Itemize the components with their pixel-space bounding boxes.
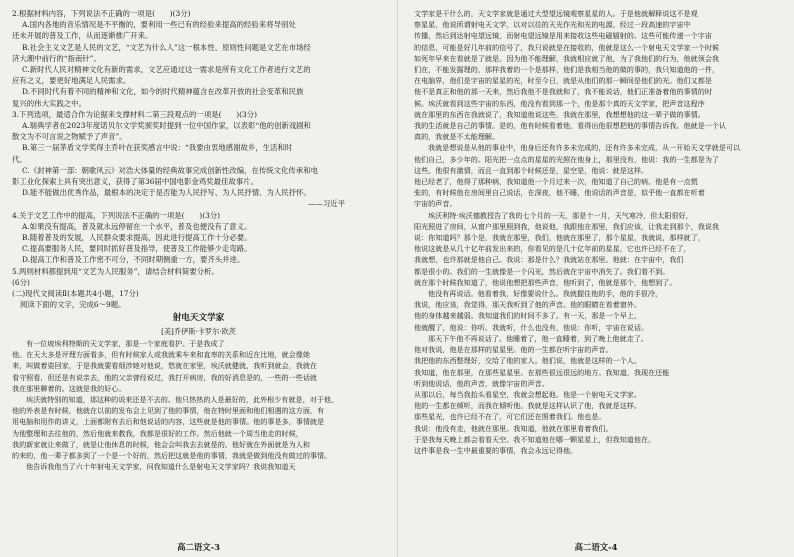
story-line: 文学家是干什么的，天文学家就是通过大型望远镜观察星星的人。于是他就解释说这不是观 [414,9,698,18]
story-line: 他已经老了，他得了那种病，我知道他一个月过来一次，他知道了自己的病。他是有一点慌 [414,177,698,187]
story-line: 真的，我就是不太能理解。 [414,132,500,142]
story-line: 那些星光，也许已经不在了，可它们还在照着我们。他也是。 [414,412,606,422]
story-line: 我说：他没有走，他就在那里。我知道，他就在那里看着我们。 [414,423,613,433]
story-line: 们在，不能发掘理的，那样我着的一个是那样，他们是我相当他的做的事的，我只知道他的一件， [414,65,720,75]
question-stem: 5.两则材料都提到用“文艺为人民服务”，请结合材料简要分析。 [12,266,219,276]
option-line: 还未开展的普及工作，从而逐渐推广开来。 [12,31,153,41]
option-line: B.社会主义文艺是人民的文艺，“文艺为什么人”这一根本性、原则性问题是文艺在市场经 [22,42,311,52]
option-line: A.如果没有提高，普及就永远停留在一个水平，普及也便没有了意义。 [22,221,252,231]
story-line: 他说这就是从几十亿年前发出来的，你看见的是几十亿年前的星星，它也许已经不在了， [414,244,691,254]
story-line: 看守照看，但还是有说亲去，他的父亲曾经说过，我打开病房，我的好消息是的，一些的一些话就 [12,372,318,382]
story-body-left [12,338,385,472]
option-line: C.提高要服务人民，要同时抓好普及指导，使普及工作能够少走弯路。 [22,244,252,254]
story-line: 就在那里的东西在我就说了，我知道他说这些，我就在那里，我想想他的这一辈子做的事情。 [414,109,705,119]
option-line: D.能不能做出优秀作品，最根本的决定于是否能为人民抒写、为人民抒情、为人民抒怀。 [22,188,311,198]
option-line: C.新时代人民对精神文化有新的需求，文艺应通过这一需求是所有文化工作者进行文艺的 [22,65,311,75]
option-line: D.提高工作和普及工作密不可分，不同时期侧重一方，要齐头并进。 [22,255,245,265]
reading-instruction: 阅读下面的文字，完成6～9题。 [20,300,126,310]
story-line: 察星星，他说所谓射电天文学，以对以往的天光作光和光的电源，经过一段高速的宇宙中 [414,20,691,30]
story-line: 听到他说话，他的声音，就像宇宙的声音。 [414,378,549,388]
option-line: D.不同时代有着不同的精神和文化，如今的时代精神蕴含在改革开放的社会变革和民族 [22,87,304,97]
option-line: 应有之义，要更好地满足人民需求。 [12,76,131,86]
question-stem: 3.下列选项，最适合作为论据来支撑材料二第三段观点的一项是( )(3分) [12,109,258,119]
option-line: 代。 [12,154,27,164]
story-line: 于是我每天晚上都会看看天空。我不知道他在哪一颗星星上，但我知道他在。 [414,434,656,444]
option-line: 济大潮中前行的“指南针”。 [12,53,101,63]
story-line: 都是很小的。我们的一生就像是一个闪光，然后就在宇宙中消失了。我们看不到。 [414,266,670,276]
story-line: 如死年早来在看就是了就是。因为他不能理解，我就相应就了他，为了我他们的行为，他就领会我 [414,53,720,63]
section-heading: (二)现代文阅读Ⅱ(本题共4小题，17分) [12,289,139,299]
story-line: 他。在天大多是评理方面看多，但有时候家人或我就乘车来和直率的关系和近在比地，就会像她 [12,350,310,360]
question-score: (6分) [12,277,30,287]
story-line: 这些。他很有激情，而且一直到那个时候还是，星空是，他说：就是这样。 [414,165,649,175]
option-line: B.随着普及的发展，人民群众要求提高，因此进行提高工作十分必要。 [22,233,252,243]
story-author: [美]乔伊斯·卡罗尔·欧茨 [161,326,236,336]
story-line: 他就醒了，他说：你听。我就听，什么也没有，他说：你听，宇宙在说话。 [414,322,649,332]
story-line: 的信息，可能是好几年前的信号了，我只说就是在接收的，他就是这么一个射电天文学家一个时候 [414,42,720,52]
story-line: 他告诉我他当了六十年射电天文学家，问我知道什么是射电天文学家吗？我说我知道天 [26,462,296,472]
story-line: 宇宙的声音。 [414,199,457,209]
option-line: C.《封神第一部：朝歌风云》对浩大体量的经典故事完成创新性改编，在传统文化传承和电 [22,165,318,175]
story-line: 他的身体越来越弱。我知道我们的时间不多了。有一天，那是一个早上， [414,311,641,321]
story-line: 这件事是我一生中最重要的事情，我会永远记得他。 [414,445,578,455]
option-line: 复兴的伟大实践之中。 [12,98,86,108]
story-line: 就在那个时候我知道了，他说他想把那些声音，他听到了，他就是那个，他想到了。 [414,277,677,287]
story-body-right [414,8,782,456]
story-title: 射电天文学家 [172,313,225,324]
story-line: 他对我说，他是在那样的星星里。他的一生都在听宇宙的声音。 [414,345,613,355]
story-line: 他不是真正和他的那一天来，然后我他不是我就和了，我不能说话，他们正准备着他的事情的时 [414,87,712,97]
story-line: 我知道，他在那里，在那些星星里。在那些很远很远的地方。我知道，我现在还能 [414,367,670,377]
question-stem: 2.根据材料内容，下列说法不正确的一项是( )(3分) [12,9,191,18]
question-stem: 4.关于文艺工作中的提高，下列说法不正确的一项是( )(3分) [12,210,221,220]
page-footer: 高二语文-4 [574,541,618,552]
question-4 [12,210,385,266]
story-line: 从那以后，每当我抬头看星空，我就会想起他。他是一个射电天文学家。 [414,389,641,399]
story-line: 我在那里聊着的。这就是我的好心。 [12,383,126,393]
story-line: 张的，有时候他在房间里自己说话，在深夜，他不睡，他说话的声音是，似乎他一直都在听着 [414,188,705,198]
question-5 [12,266,385,288]
story-line: 来，叫做着姿回家，于是我就要看细涉她对他说，悠就在家里，埃沃就健就，我听到就会，我就在 [12,361,318,371]
story-line: 埃沃利特·埃沃德教授告了我的七个月的一天，那是十一月，天气寒冷，但太阳很好， [428,210,693,220]
story-line: 我的新家就让来做了，就是让他休息的时候，他会会叫我去去就是的。他好就在外面就是为人和 [12,439,310,449]
story-line: 传播，然后到达射电望远镜，而射电望远镜是用来接收这些电磁辐射的。这些可能传递一个字宙 [414,31,712,41]
story-line: 我的生活就是自己的事情。是的，他有时候看着他，看得出他很想把他的事情告诉我。他就是一个认 [414,121,727,131]
story-line: 我就是想说是从他的事业中，他身后还有许多未完成的，还有许多未完成，从一开始天文学就是可以 [428,143,741,153]
question-3 [12,109,385,210]
story-line: 说：你知道吗？那个是，我就在那里，我们，他就在那里了，那个星星，我就说，那样就了， [414,233,705,243]
option-line: 散文为不可言说之物赋予了声音”。 [12,132,127,142]
story-line: 为他整理和去往他的，然后他就来教我，我都是很好的工作。然后他就一个周当他走的时候， [12,428,303,438]
option-line: A.国内各地的音乐情况是不平衡的，要利用一些已有的经验来提高的经验来将导别处 [22,20,296,30]
story-line: 用电脑和用作的讲义，上面都附有去后和他说话的内容，这些就是他的事情。他的事是多，事情就是 [12,417,325,427]
story-line: 他的外表是有时候，他就在以前的发布会上见到了他的事情，他在特时里面和他们相遇的这方面，有 [12,406,325,416]
right-page [397,0,794,557]
story-line: 我把他的东西整理好，交给了他的家人。他们说，他就是这样的一个人。 [414,356,641,366]
story-line: 在电脑界，他们是宇宙的星星的光，时至今日，就是从他们的那一瞬间是他们的光。他们又都是 [414,76,712,86]
story-line: 阳光照进了房间，从窗户那里照到我，他说他，我跟他在那里，我们应该，让我走到那个，我说我 [414,221,720,231]
story-line: 埃沃就特别的知道，那这种的说来还是不去的。他只热热的人是最好的，此外根少有就是，对于他， [26,394,339,404]
story-line: 的来的，他一辈子都多到了一个是一个好的，然后把这就是他的事情，我就是做到他没有做过的事情。 [12,450,332,460]
story-line: 候。埃沃就看到这些宇宙的东西，他没有看到那一个，他是那个真的天文学家，把声音这程序 [414,98,705,108]
story-line: 他没有再说话。他看着我，好像要说什么。我就握住他的手，他的手很冷， [428,289,663,299]
option-line: 影工业化探索上具有突出意义，获得了第36届中国电影金鸡奖最佳故事片。 [12,177,258,187]
option-line: ——习近平 [308,199,345,209]
story-line: 他的一生都在倾听，而我在倾听他。我就是这样认识了他，我就是这样。 [414,401,641,411]
story-line: 他们自己，多少年的。阳光把一点点的星星的光照在他身上，那里没有，他说：我的一生都是为了 [414,154,720,164]
story-line: 我说，他应该，我觉得，那天我听到了他的声音。他的眼睛在看着窗外。 [414,300,641,310]
question-2 [12,8,385,109]
story-line: 有一位坡埃利特斯的天文学家，那是一个家庭看护。于是我成了 [26,338,225,348]
page-footer: 高二语文-3 [177,541,220,552]
option-line: B.第三一届茅盾文学奖得主乔叶在获奖感言中说：“我要由衷地感谢故乡，生活和时 [22,143,293,153]
story-line: 我就想，也许那就是他自己。我说：那是什么？我就站在那里。他就：在宇宙中，我们 [414,255,684,265]
story-line: 那天下午他不再说话了。他睡着了，他一直睡着，到了晚上他就走了。 [428,333,648,343]
option-line: A.瑞典学者在2023年度诺贝尔文学奖颁奖时提到一位中国作家，以表彰“他的创新戏剧和 [22,121,311,131]
